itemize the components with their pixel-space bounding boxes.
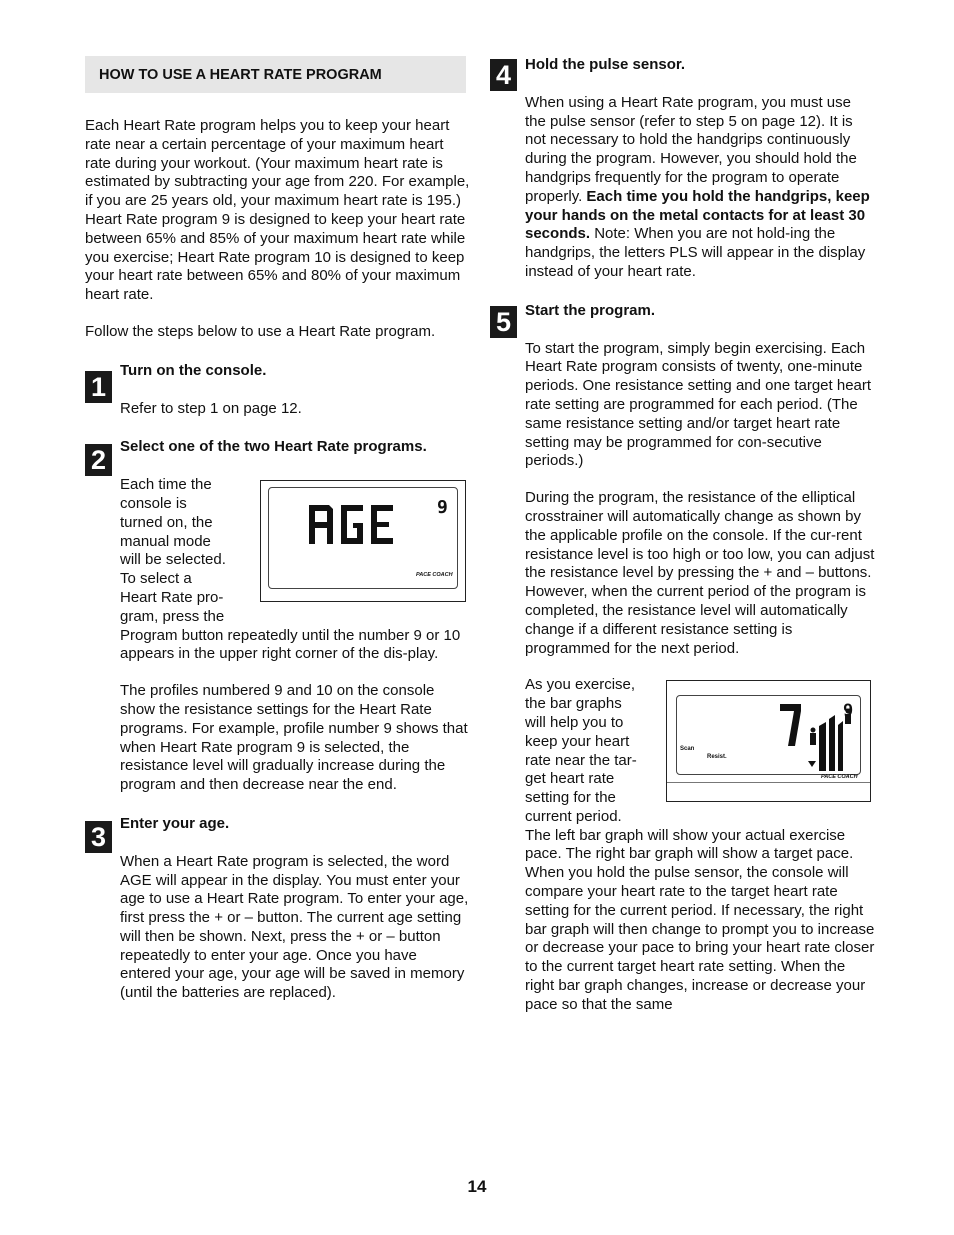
step-body-2: The profiles numbered 9 and 10 on the console show the resistance settings for the Heart Rate programs. For example, profile number 9 shows that when Heart Rate program 9 is selected, the resistance level will gradually increase during the program and then decrease near the end. [120, 682, 468, 794]
step-body: When a Heart Rate program is selected, the word AGE will appear in the display. You must enter your age to use a Heart Rate program. To enter your age, first press the + or – button. The current age setting will then be shown. Next, press the + or – button repeatedly to enter your age. Once you have entered your age, your age will be saved in memory (until the batteries are replaced). [120, 852, 469, 1002]
text-line: will help you to [525, 713, 624, 731]
text-line: get heart rate [525, 770, 615, 788]
text-line: As you exercise, [525, 676, 636, 694]
step-title: Enter your age. [120, 814, 230, 832]
step-title: Select one of the two Heart Rate programs. [120, 438, 427, 456]
right-column [490, 56, 875, 1015]
step-body-3: The left bar graph will show your actual exercise pace. The right bar graph will show a target pace. When you hold the pulse sensor, the console will compare your heart rate to the target heart rate setting for the current period. If necessary, the right bar graph will then change to prompt you to increase or decrease your pace to bring your heart rate closer to the current target heart rate setting. When the right bar graph changes, increase or decrease your pace so that the same [525, 826, 875, 1013]
text-line: keep your heart [525, 732, 630, 750]
text-line: turned on, the [120, 513, 213, 531]
step-body-2: During the program, the resistance of the elliptical crosstrainer will automatically change as shown by the applicable profile on the console. If the cur-rent resistance level is too high or too low, you can adjust the resistance level by pressing the + and – buttons. However, when the current period of the program is completed, the resistance level will automatically change if a different resistance setting is programmed for the next period. [525, 489, 875, 657]
intro-paragraph: Each Heart Rate program helps you to keep your heart rate near a certain percentage of your maximum heart rate during your workout. (Your maximum heart rate is estimated by subtracting your age from 220. For example, if you are 25 years old, your maximum heart rate is 195.) Heart Rate program 9 is designed to keep your heart rate between 65% and 85% of your maximum heart rate while you exercise; Heart Rate program 10 is designed to keep your heart rate between 65% and 80% of your maximum heart rate. [85, 117, 470, 304]
text-line: Heart Rate pro- [120, 588, 224, 606]
step-1 [85, 362, 470, 419]
text-line: the bar graphs [525, 695, 622, 713]
program-number: 9 [437, 497, 448, 518]
step-3 [85, 815, 470, 1003]
step-title: Turn on the console. [120, 361, 267, 379]
step-body: Program button repeatedly until the number 9 or 10 appears in the upper right corner of the dis-play. [120, 626, 461, 663]
pace-display-illustration [666, 680, 871, 802]
age-display-graphic [261, 481, 465, 601]
pace-coach-label: PACE COACH [821, 774, 858, 780]
step-5 [490, 302, 875, 1015]
program-number: 9 [843, 701, 854, 721]
pace-display-graphic [667, 681, 870, 801]
step-number: 3 [85, 821, 112, 853]
follow-paragraph: Follow the steps below to use a Heart Rate program. [85, 322, 436, 340]
page-number: 14 [467, 1177, 487, 1196]
text-line: will be selected. [120, 551, 226, 569]
text-line: setting for the [525, 789, 616, 807]
age-display-illustration [260, 480, 466, 602]
text-line: Each time the [120, 476, 212, 494]
resist-label: Resist. [707, 754, 727, 760]
step-body-1: To start the program, simply begin exercising. Each Heart Rate program consists of twenty, one-minute periods. One resistance setting and one target heart rate setting are programmed for each period. (The same resistance setting and/or target heart rate setting may be programmed for con-secutive periods.) [525, 339, 872, 470]
text-line: To select a [120, 570, 192, 588]
text-line: rate near the tar- [525, 751, 637, 769]
text-run: Note: When you are not hold-ing the handgrips, the letters PLS will appear in the display instead of your heart rate. [525, 225, 866, 280]
step-title: Start the program. [525, 301, 656, 319]
step-number: 2 [85, 444, 112, 476]
step-number: 5 [490, 306, 517, 338]
step-body: Refer to step 1 on page 12. [120, 399, 302, 417]
step-number: 4 [490, 59, 517, 91]
step-title: Hold the pulse sensor. [525, 56, 686, 73]
step-4 [490, 56, 875, 282]
text-line: manual mode [120, 532, 211, 550]
text-run: When using a Heart Rate program, you must use the pulse sensor (refer to step 5 on page 12). It is not necessary to hold the handgrips continuously during the program. However, you should hold the handgrips frequently for the program to operate properly. [525, 93, 857, 205]
section-heading: HOW TO USE A HEART RATE PROGRAM [85, 56, 466, 93]
step-body [525, 94, 875, 282]
pace-coach-label: PACE COACH [416, 572, 453, 578]
bold-text: Each time you hold the handgrips, keep your hands on the metal contacts for at least 30 seconds. [525, 187, 870, 243]
step-number: 1 [85, 371, 112, 403]
text-line: gram, press the [120, 607, 225, 625]
scan-label: Scan [680, 746, 695, 752]
text-line: console is [120, 494, 187, 512]
text-line: current period. [525, 807, 622, 825]
